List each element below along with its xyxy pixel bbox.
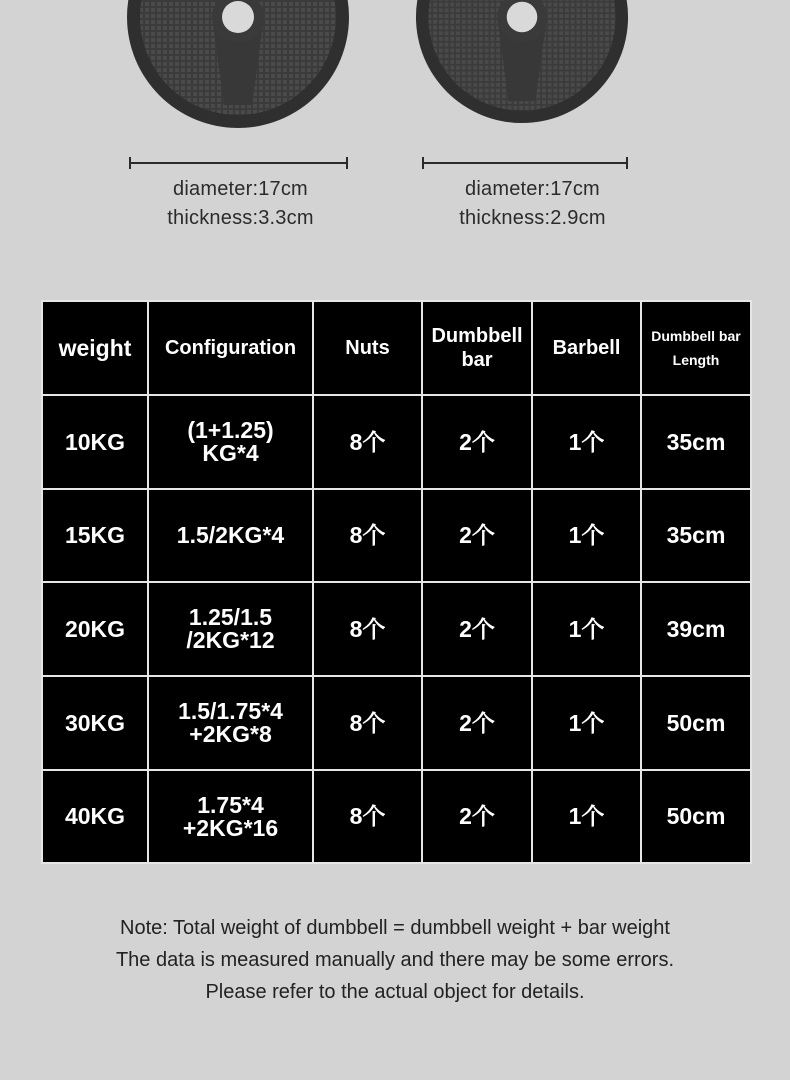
cell-length: 50cm xyxy=(641,770,751,863)
cell-weight: 10KG xyxy=(42,395,148,489)
weight-plate-image xyxy=(126,0,350,129)
diameter-label: diameter:17cm xyxy=(173,178,308,200)
cell-configuration: 1.75*4 +2KG*16 xyxy=(148,770,313,863)
table-row xyxy=(42,676,751,770)
cell-weight: 20KG xyxy=(42,582,148,676)
diameter-label: diameter:17cm xyxy=(465,178,600,200)
cell-barbell: 1个 xyxy=(532,395,641,489)
cell-nuts: 8个 xyxy=(313,582,422,676)
note-line: Please refer to the actual object for details. xyxy=(205,981,585,1003)
header-nuts: Nuts xyxy=(313,301,422,395)
note-line: The data is measured manually and there may be some errors. xyxy=(115,949,675,971)
cell-nuts: 8个 xyxy=(313,676,422,770)
cell-dumbbell-bar: 2个 xyxy=(422,489,532,582)
cell-barbell: 1个 xyxy=(532,582,641,676)
configuration-table xyxy=(41,300,752,864)
diameter-dimension-line xyxy=(129,157,348,169)
cell-weight: 40KG xyxy=(42,770,148,863)
cell-barbell: 1个 xyxy=(532,770,641,863)
cell-length: 35cm xyxy=(641,489,751,582)
cell-configuration: 1.25/1.5 /2KG*12 xyxy=(148,582,313,676)
plate-spec-left xyxy=(129,175,352,233)
cell-dumbbell-bar: 2个 xyxy=(422,676,532,770)
cell-barbell: 1个 xyxy=(532,676,641,770)
header-dumbbell-bar: Dumbbell bar xyxy=(422,301,532,395)
header-barbell: Barbell xyxy=(532,301,641,395)
note-line: Note: Total weight of dumbbell = dumbbell weight + bar weight xyxy=(120,917,670,939)
table-row xyxy=(42,770,751,863)
cell-configuration: 1.5/2KG*4 xyxy=(148,489,313,582)
cell-dumbbell-bar: 2个 xyxy=(422,770,532,863)
cell-nuts: 8个 xyxy=(313,770,422,863)
cell-weight: 30KG xyxy=(42,676,148,770)
cell-nuts: 8个 xyxy=(313,489,422,582)
table-row xyxy=(42,489,751,582)
cell-nuts: 8个 xyxy=(313,395,422,489)
header-configuration: Configuration xyxy=(148,301,313,395)
cell-weight: 15KG xyxy=(42,489,148,582)
cell-length: 35cm xyxy=(641,395,751,489)
header-weight: weight xyxy=(42,301,148,395)
thickness-label: thickness:2.9cm xyxy=(459,207,606,229)
cell-configuration: 1.5/1.75*4 +2KG*8 xyxy=(148,676,313,770)
cell-dumbbell-bar: 2个 xyxy=(422,395,532,489)
disclaimer-note xyxy=(0,912,790,1008)
weight-plate-image xyxy=(415,0,629,124)
cell-configuration: (1+1.25) KG*4 xyxy=(148,395,313,489)
thickness-label: thickness:3.3cm xyxy=(167,207,314,229)
plate-spec-right xyxy=(420,175,645,233)
cell-length: 50cm xyxy=(641,676,751,770)
header-dumbbell-bar-length: Dumbbell bar Length xyxy=(641,301,751,395)
cell-barbell: 1个 xyxy=(532,489,641,582)
table-row xyxy=(42,582,751,676)
cell-dumbbell-bar: 2个 xyxy=(422,582,532,676)
diameter-dimension-line xyxy=(422,157,628,169)
table-header-row xyxy=(42,301,751,395)
table-row xyxy=(42,395,751,489)
cell-length: 39cm xyxy=(641,582,751,676)
